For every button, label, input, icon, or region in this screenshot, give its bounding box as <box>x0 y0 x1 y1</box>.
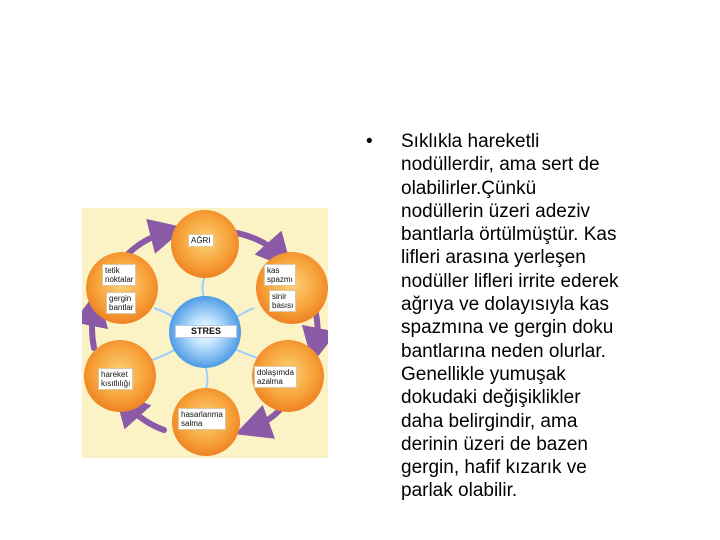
node-label-sinir-basisi: sinir basısı <box>269 290 296 312</box>
node-label-hasarlanma-salma: hasarlanma salma <box>178 408 226 430</box>
arrow-1 <box>232 232 280 256</box>
node-label-gergin-bantlar: gergin bantlar <box>106 292 136 314</box>
bullet-text-block <box>366 130 712 503</box>
stress-cycle-diagram <box>82 208 328 458</box>
arrow-6 <box>128 232 168 254</box>
bullet-marker: • <box>366 131 373 152</box>
node-label-agri: AĞRI <box>188 234 214 247</box>
node-label-kas-spazmi: kas spazmı <box>264 264 296 286</box>
node-upper-right <box>256 252 328 324</box>
bullet-paragraph: Sıklıkla hareketli nodüllerdir, ama sert de olabilirler.Çünkü nodüllerin üzeri adeziv bantlarla örtülmüştür. Kas lifleri arasına yerleşen nodüller lifleri irrite ederek ağrıya ve dolayısıyla kas spazmına ve gergin doku bantlarına neden olurlar. Genellikle yumuşak dokudaki değişiklikler daha belirgindir, ama derinin üzeri de bazen gergin, hafif kızarık ve parlak olabilir. <box>401 131 619 502</box>
center-label-stres: STRES <box>175 325 237 338</box>
arrow-5 <box>92 308 94 348</box>
node-label-tetik-noktalar: tetik noktalar <box>102 264 136 286</box>
node-label-hareket-kisitliligi: hareket kısıtlılığı <box>98 368 133 390</box>
node-label-dolasimda-azalma: dolaşımda azalma <box>254 366 297 388</box>
